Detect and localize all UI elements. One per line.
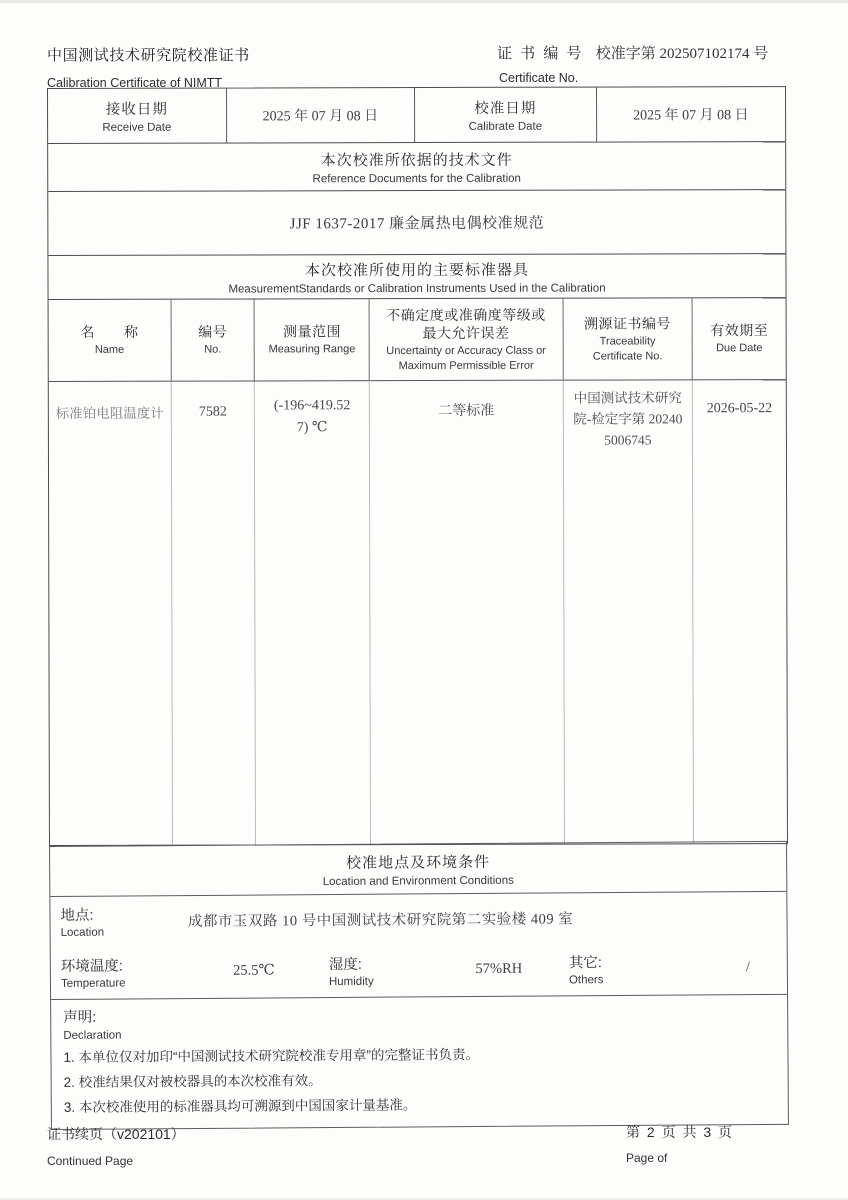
standards-table-row — [49, 379, 787, 845]
standards-table-header — [49, 297, 786, 381]
instrument-range-cell: (-196~419.52 7) ℃ — [255, 381, 371, 844]
column-header-range — [255, 299, 370, 380]
temperature-value: 25.5℃ — [233, 961, 275, 979]
location-label-zh: 地点: — [60, 907, 94, 924]
certificate-number-label-en: Certificate No. — [499, 71, 579, 85]
declaration-item: 2. 校准结果仅对被校器具的本次校准有效。 — [63, 1073, 322, 1090]
continued-page-label-zh: 证书续页（v202101） — [47, 1126, 185, 1142]
column-header-traceability-en: Traceability Certificate No. — [592, 335, 663, 363]
instrument-no-cell: 7582 — [171, 381, 256, 844]
calibrate-date-label-en: Calibrate Date — [468, 120, 543, 133]
receive-date-value-cell — [227, 88, 416, 142]
receive-date-label-cell — [48, 89, 227, 143]
certificate-number — [497, 42, 768, 63]
certificate-number-label-zh: 证 书 编 号 — [497, 45, 584, 62]
temperature-label-zh: 环境温度: — [60, 957, 123, 975]
dates-row — [48, 87, 785, 143]
humidity-label-zh: 湿度: — [328, 956, 362, 973]
column-header-traceability — [563, 298, 693, 379]
environment-section — [49, 841, 789, 1130]
main-form-table — [47, 86, 788, 846]
standards-title-zh: 本次校准所使用的主要标准器具 — [304, 261, 529, 279]
environment-title-zh: 校准地点及环境条件 — [346, 853, 491, 872]
location-row — [50, 892, 786, 945]
reference-document-cell — [48, 189, 785, 255]
temperature-label-en: Temperature — [60, 976, 126, 990]
column-header-uncertainty-en: Uncertainty or Accuracy Class or Maximum Permissible Error — [386, 345, 546, 372]
footer-left — [47, 1124, 185, 1168]
column-header-range-zh: 测量范围 — [282, 323, 341, 340]
calibrate-date-value: 2025 年 07 月 08 日 — [633, 108, 749, 124]
instrument-name-cell: 标准铂电阻温度计 — [49, 382, 173, 845]
column-header-no-zh: 编号 — [198, 323, 228, 340]
calibrate-date-label-cell — [415, 88, 597, 142]
doc-title-zh: 中国测试技术研究院校准证书 — [47, 47, 250, 64]
column-header-range-en: Measuring Range — [268, 343, 356, 356]
receive-date-value: 2025 年 07 月 08 日 — [262, 109, 379, 125]
environment-conditions-row — [51, 940, 787, 999]
page-number-zh: 第 2 页 共 3 页 — [626, 1124, 734, 1140]
reference-title-en: Reference Documents for the Calibration — [312, 172, 521, 185]
environment-title — [50, 842, 786, 897]
column-header-uncertainty — [370, 299, 564, 381]
declaration-item: 1. 本单位仅对加印“中国测试技术研究院校准专用章”的完整证书负责。 — [63, 1047, 480, 1065]
standards-title-en: MeasurementStandards or Calibration Instruments Used in the Calibration — [228, 282, 606, 296]
location-label — [60, 903, 104, 938]
certificate-number-value: 校准字第 202507102174 号 — [595, 46, 769, 62]
footer-right — [626, 1122, 734, 1165]
temperature-label — [61, 954, 179, 990]
column-header-uncertainty-zh: 不确定度或准确度等级或 最大允许误差 — [386, 306, 546, 342]
declaration-item: 3. 本次校准使用的标准器具均可溯源到中国国家计量基准。 — [63, 1097, 417, 1115]
header-left — [47, 44, 250, 90]
header-right — [497, 42, 768, 85]
others-label — [569, 950, 709, 986]
declaration-section — [51, 994, 788, 1129]
declaration-label-zh: 声明: — [63, 1009, 97, 1026]
scan-edge-top — [0, 0, 848, 3]
location-label-en: Location — [60, 926, 105, 939]
doc-title-en: Calibration Certificate of NIMTT — [47, 76, 223, 90]
others-label-en: Others — [568, 973, 604, 986]
humidity-value: 57%RH — [475, 960, 523, 977]
location-value: 成都市玉双路 10 号中国测试技术研究院第二实验楼 409 室 — [187, 910, 574, 930]
environment-title-en: Location and Environment Conditions — [322, 874, 514, 888]
column-header-name-en: Name — [94, 344, 125, 357]
instrument-due-cell: 2026-05-22 — [706, 401, 773, 417]
continued-page-label-en: Continued Page — [47, 1154, 134, 1168]
receive-date-label-en: Receive Date — [102, 121, 172, 134]
reference-document: JJF 1637-2017 廉金属热电偶校准规范 — [289, 215, 545, 233]
column-header-due — [693, 298, 786, 379]
column-header-due-zh: 有效期至 — [710, 322, 769, 339]
others-label-zh: 其它: — [568, 954, 602, 971]
instrument-traceability-cell: 中国测试技术研究 院-检定字第 20240 5006745 — [563, 380, 694, 843]
column-header-no — [171, 299, 255, 380]
calibrate-date-label-zh: 校准日期 — [474, 100, 537, 117]
humidity-label — [329, 952, 429, 988]
column-header-no-en: No. — [204, 343, 222, 357]
instrument-class-cell: 二等标准 — [370, 381, 565, 845]
column-header-traceability-zh: 溯源证书编号 — [584, 315, 672, 332]
column-header-name-zh: 名 称 — [80, 324, 139, 341]
page-number-en: Page of — [626, 1151, 668, 1165]
column-header-name — [49, 300, 172, 381]
reference-section-title — [48, 141, 785, 191]
reference-title-zh: 本次校准所依据的技术文件 — [320, 151, 513, 169]
receive-date-label-zh: 接收日期 — [105, 101, 168, 118]
standards-section-title — [48, 253, 785, 299]
others-value: / — [745, 958, 750, 975]
declaration-label-en: Declaration — [63, 1029, 122, 1042]
column-header-due-en: Due Date — [716, 342, 763, 355]
humidity-label-en: Humidity — [328, 975, 374, 988]
calibrate-date-value-cell — [597, 87, 786, 141]
